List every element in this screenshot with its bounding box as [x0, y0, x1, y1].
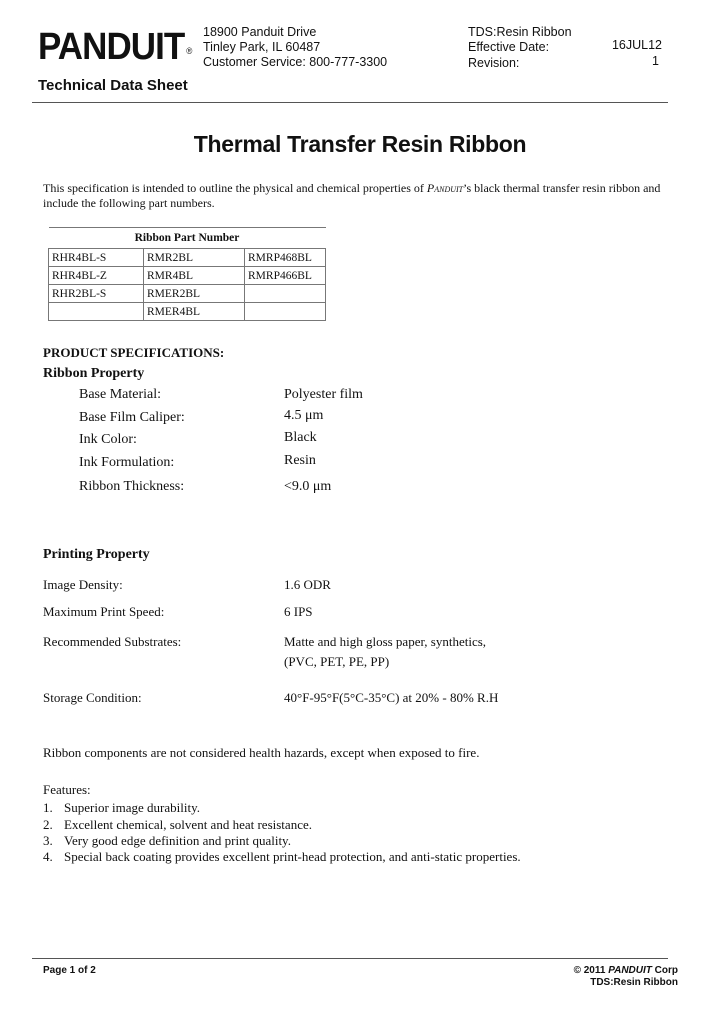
page-number: Page 1 of 2 — [43, 965, 96, 976]
ribbon-thickness-label: Ribbon Thickness: — [79, 479, 185, 494]
footer-divider — [32, 958, 668, 959]
feature-number: 4. — [43, 849, 53, 864]
base-material-value: Polyester film — [284, 387, 363, 402]
base-film-caliper-label: Base Film Caliper: — [79, 410, 185, 425]
feature-number: 2. — [43, 817, 53, 832]
registered-mark: ® — [186, 46, 193, 56]
page-title: Thermal Transfer Resin Ribbon — [193, 131, 527, 157]
table-cell: RMRP466BL — [245, 267, 326, 285]
ink-formulation-value: Resin — [284, 453, 316, 468]
image-density-value: 1.6 ODR — [284, 577, 331, 592]
table-cell: RHR2BL-S — [49, 285, 144, 303]
table-row — [49, 267, 326, 285]
recommended-substrates-label: Recommended Substrates: — [43, 634, 182, 649]
product-specs-heading: PRODUCT SPECIFICATIONS: — [43, 345, 225, 360]
feature-number: 1. — [43, 800, 53, 815]
recommended-substrates-value-2: (PVC, PET, PE, PP) — [284, 654, 390, 669]
image-density-label: Image Density: — [43, 577, 123, 592]
table-cell: RMR4BL — [144, 267, 245, 285]
table-cell: RMR2BL — [144, 249, 245, 267]
footer-tds: TDS:Resin Ribbon — [590, 977, 678, 988]
effective-date-value: 16JUL12 — [611, 38, 662, 52]
storage-condition-label: Storage Condition: — [43, 690, 142, 705]
storage-condition-value: 40°F-95°F(5°C-35°C) at 20% - 80% R.H — [284, 690, 499, 705]
table-cell — [245, 303, 326, 321]
address-line-2: Tinley Park, IL 60487 — [203, 40, 321, 54]
table-row — [49, 285, 326, 303]
table-cell — [245, 285, 326, 303]
recommended-substrates-value: Matte and high gloss paper, synthetics, — [284, 634, 487, 649]
address-line-1: 18900 Panduit Drive — [203, 25, 317, 39]
table-row — [49, 249, 326, 267]
base-film-caliper-value: 4.5 μm — [284, 408, 324, 423]
base-material-label: Base Material: — [79, 387, 162, 402]
table-cell — [49, 303, 144, 321]
max-print-speed-label: Maximum Print Speed: — [43, 604, 165, 619]
part-table-header: Ribbon Part Number — [49, 228, 326, 249]
header-divider — [32, 102, 668, 103]
table-cell: RHR4BL-Z — [49, 267, 144, 285]
table-cell: RHR4BL-S — [49, 249, 144, 267]
ribbon-property-heading: Ribbon Property — [43, 366, 145, 381]
customer-service-line: Customer Service: 800-777-3300 — [203, 55, 388, 69]
table-cell: RMER2BL — [144, 285, 245, 303]
features-heading: Features: — [43, 782, 91, 797]
list-item: Superior image durability. — [64, 800, 200, 815]
intro-paragraph: This specification is intended to outline the physical and chemical properties of Panduit’s black thermal transfer resin ribbon and include the following part numbers. — [43, 181, 661, 210]
list-item: Special back coating provides excellent print-head protection, and anti-static properties. — [64, 849, 521, 864]
copyright: © 2011 PANDUIT Corp — [573, 965, 678, 976]
list-item: Very good edge definition and print quality. — [64, 833, 291, 848]
max-print-speed-value: 6 IPS — [284, 604, 313, 619]
panduit-logo: PANDUIT ® — [38, 26, 193, 68]
revision-value: 1 — [652, 54, 659, 68]
table-row — [49, 303, 326, 321]
doc-type-label: Technical Data Sheet — [38, 77, 188, 94]
printing-property-heading: Printing Property — [43, 547, 150, 562]
ink-formulation-label: Ink Formulation: — [79, 455, 175, 470]
ink-color-label: Ink Color: — [79, 432, 137, 447]
ribbon-thickness-value: <9.0 μm — [284, 479, 332, 494]
intro-brand: Panduit — [426, 181, 464, 195]
list-item: Excellent chemical, solvent and heat resistance. — [64, 817, 312, 832]
tds-label: TDS:Resin Ribbon — [468, 25, 572, 39]
feature-number: 3. — [43, 833, 53, 848]
part-number-table — [48, 227, 326, 321]
ink-color-value: Black — [284, 430, 317, 445]
table-cell: RMER4BL — [144, 303, 245, 321]
revision-label: Revision: — [468, 56, 520, 70]
effective-date-label: Effective Date: — [468, 40, 550, 54]
table-cell: RMRP468BL — [245, 249, 326, 267]
hazard-note: Ribbon components are not considered health hazards, except when exposed to fire. — [43, 745, 480, 760]
